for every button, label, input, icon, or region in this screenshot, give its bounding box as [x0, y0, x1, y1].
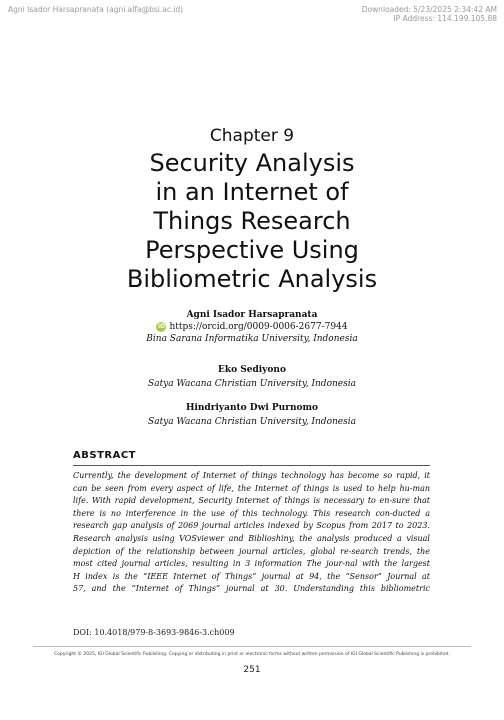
footer-divider — [33, 646, 471, 647]
abstract-line: most cited journal articles, resulting in 3 information The jour-nal with the largest — [73, 559, 430, 569]
author-3 — [0, 402, 504, 428]
title-line: Things Research — [153, 207, 351, 235]
author-affiliation: Satya Wacana Christian University, Indonesia — [148, 417, 356, 427]
abstract-line: Research analysis using VOSviewer and Biblioshiny, the analysis produced a visual — [73, 533, 430, 543]
title-line: Perspective Using — [145, 236, 359, 264]
abstract-body — [73, 470, 430, 596]
title-line: Security Analysis — [149, 149, 355, 177]
page-number: 251 — [243, 665, 261, 675]
title-line: in an Internet of — [155, 178, 349, 206]
abstract-line: life. With rapid development, Security Internet of things is necessary to en-sure that — [73, 496, 430, 506]
orcid-icon: iD — [157, 322, 165, 330]
author-1 — [0, 309, 504, 345]
copyright-notice: Copyright © 2025, IGI Global Scientific Publishing. Copying or distributing in print or electronic forms without written permission of IGI Global Scientific Publishing is prohibited. — [54, 652, 450, 657]
doi: DOI: 10.4018/979-8-3693-9846-3.ch009 — [73, 628, 235, 637]
abstract-line: can be seen from every aspect of life, the Internet of things is used to help hu-man — [73, 483, 430, 493]
abstract-line: depiction of the relationship between journal articles, global re-search trends, the — [73, 546, 430, 556]
abstract-heading: ABSTRACT — [73, 450, 136, 461]
watermark-download-date: Downloaded: 5/23/2025 2:34:42 AM — [361, 5, 497, 14]
chapter-label: Chapter 9 — [209, 126, 295, 146]
author-2 — [0, 364, 504, 390]
author-affiliation: Satya Wacana Christian University, Indonesia — [148, 379, 356, 389]
author-name: Hindriyanto Dwi Purnomo — [185, 403, 319, 413]
abstract-divider — [73, 465, 430, 466]
watermark-ip-address: IP Address: 114.199.105.88 — [393, 14, 497, 23]
watermark-downloader: Agni Isador Harsapranata (agni.alfa@bsi.ac.id) — [8, 5, 184, 14]
orcid-link[interactable]: https://orcid.org/0009-0006-2677-7944 — [169, 322, 348, 332]
abstract-line: research gap analysis of 2069 journal articles indexed by Scopus from 2017 to 2023. — [73, 521, 430, 531]
abstract-line: there is no interference in the use of this technology. This research con-ducted a — [73, 508, 430, 518]
author-name: Eko Sediyono — [218, 365, 286, 375]
watermark-download-info — [362, 5, 497, 23]
abstract-line: Currently, the development of Internet of things technology has become so rapid, it — [73, 471, 430, 480]
abstract-line: H index is the “IEEE Internet of Things” journal at 94, the “Sensor” Journal at — [73, 571, 430, 581]
author-orcid — [0, 321, 504, 333]
abstract-line: 57, and the “Internet of Things” journal at 30. Understanding this bibliometric — [73, 584, 430, 594]
author-affiliation: Bina Sarana Informatika University, Indonesia — [146, 334, 358, 344]
title-line: Bibliometric Analysis — [126, 265, 378, 293]
chapter-title — [0, 149, 504, 294]
author-name: Agni Isador Harsapranata — [186, 310, 318, 320]
